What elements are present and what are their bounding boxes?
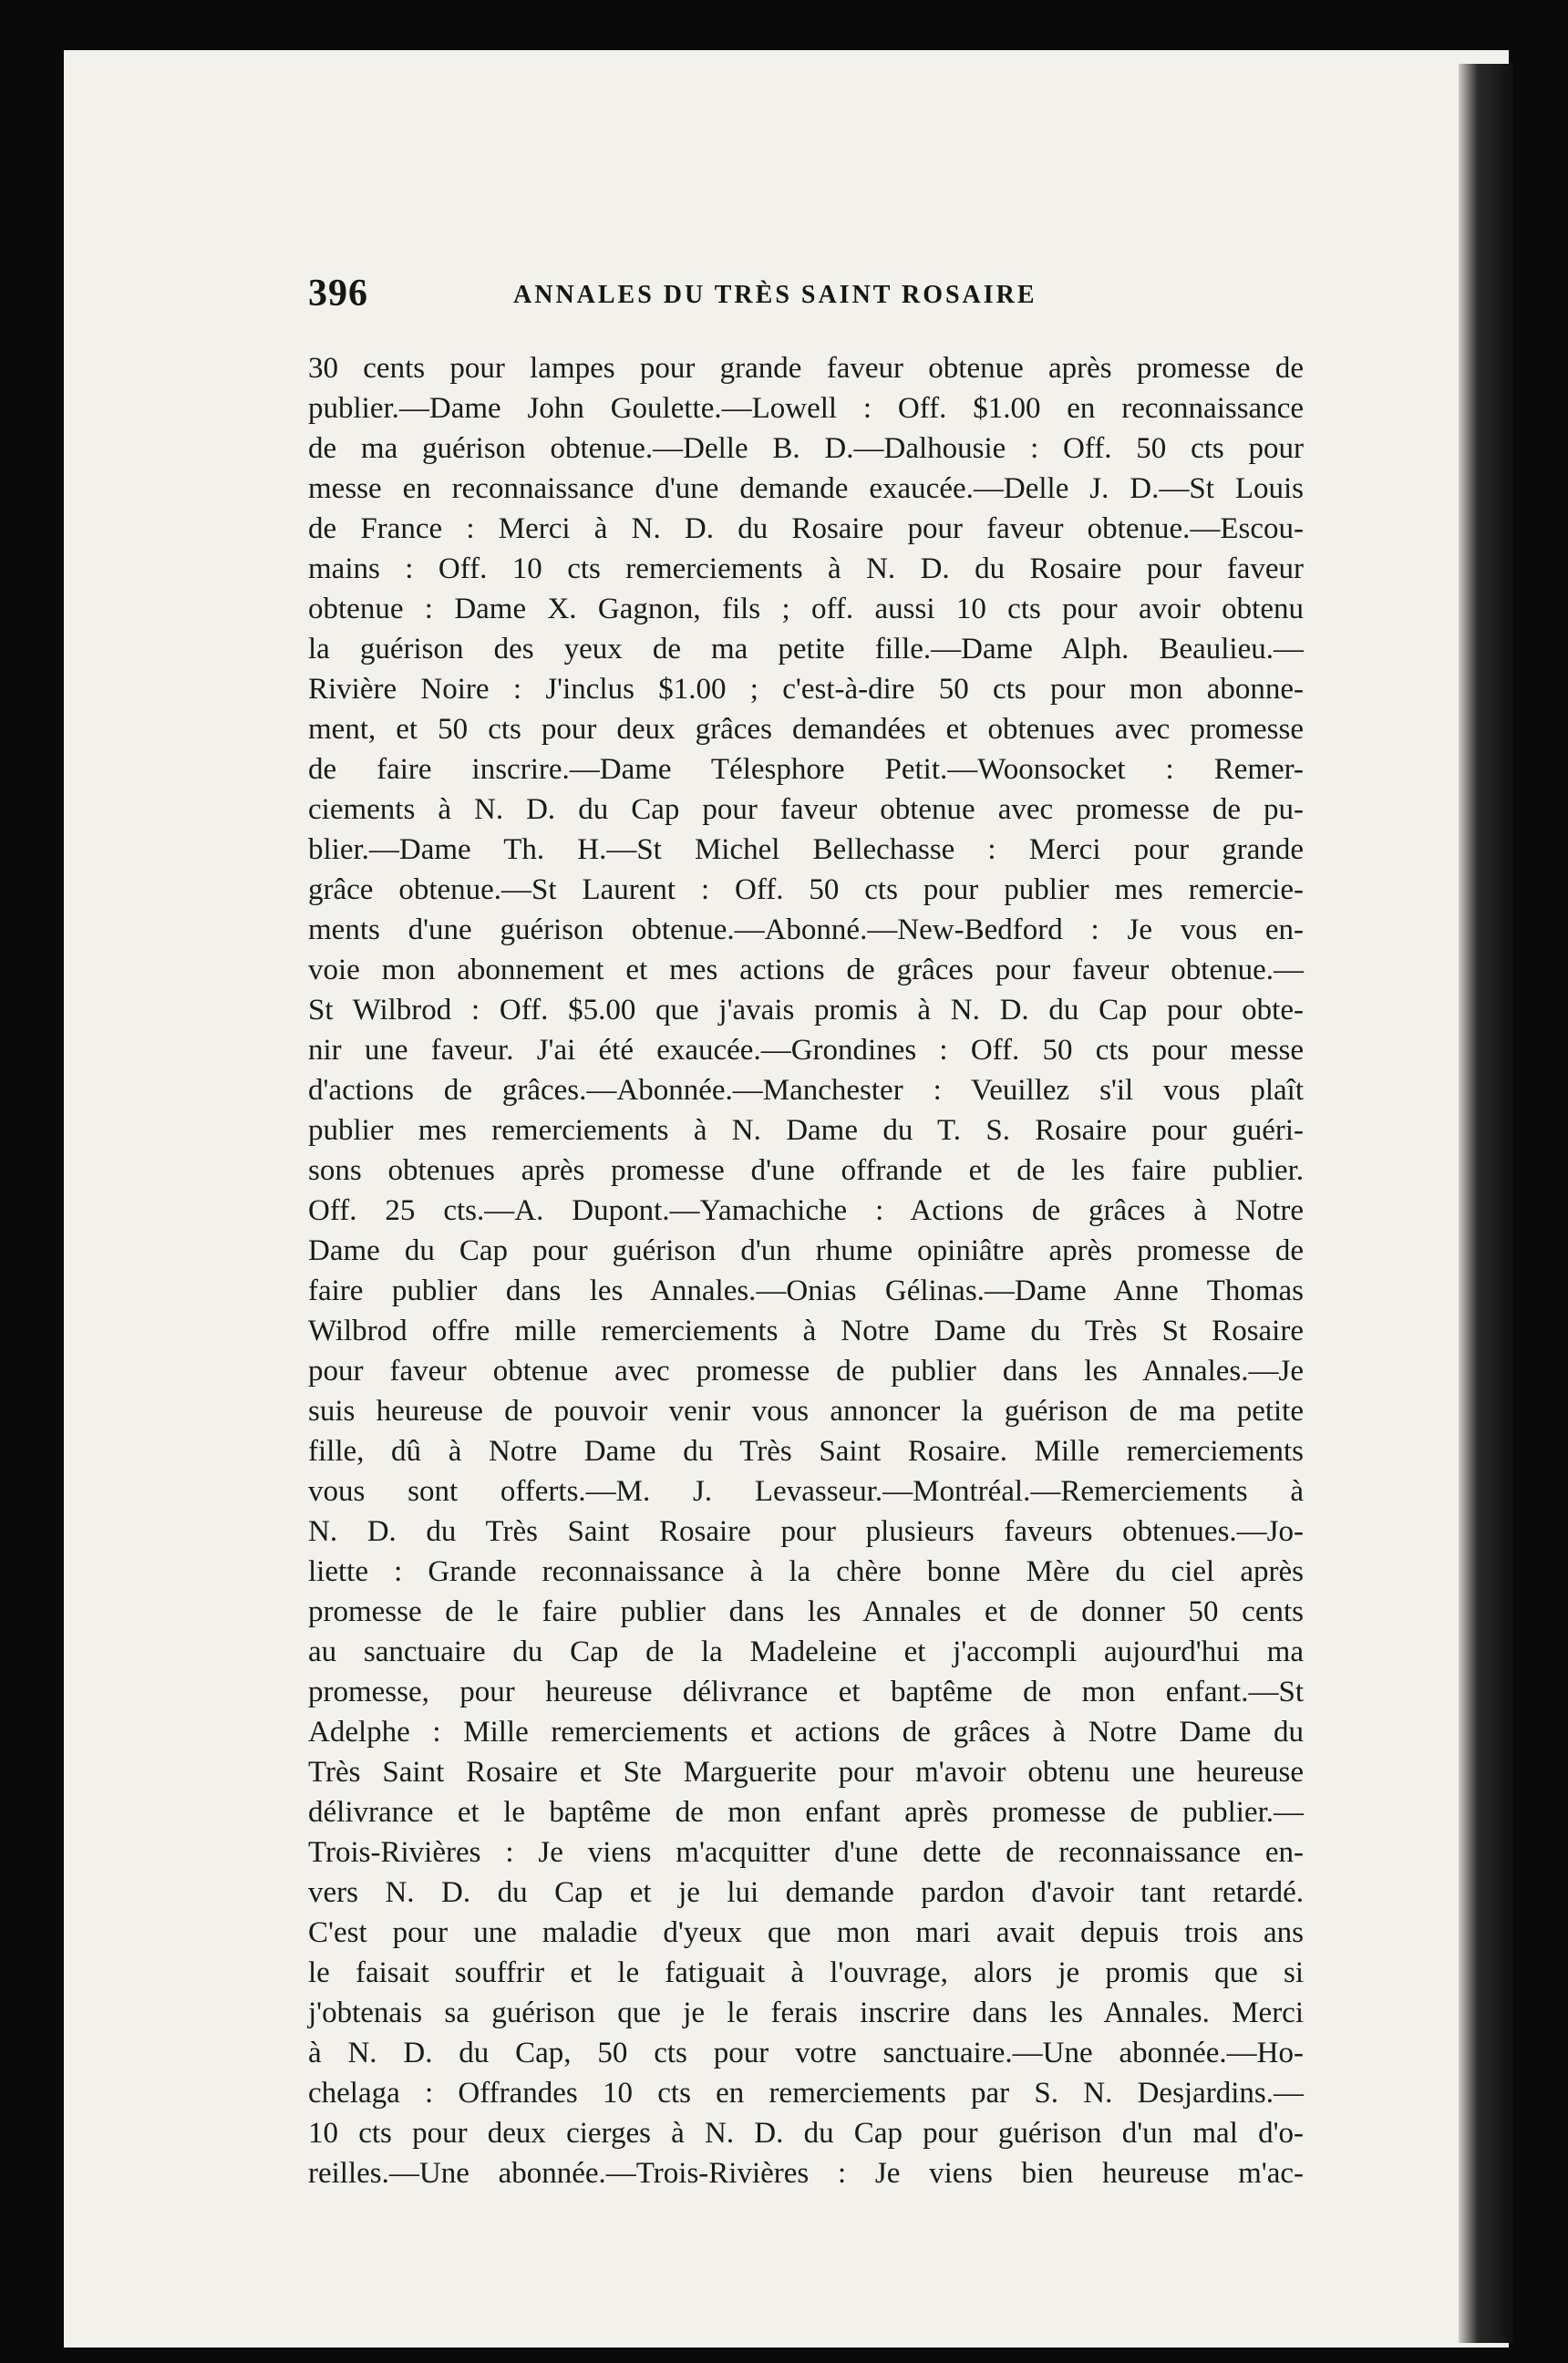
text-line: j'obtenais sa guérison que je le ferais inscrire dans les Annales. Merci xyxy=(308,1997,1304,2029)
text-line: au sanctuaire du Cap de la Madeleine et j'accompli aujourd'hui ma xyxy=(308,1636,1304,1668)
page-header xyxy=(308,272,1302,326)
text-line: N. D. du Très Saint Rosaire pour plusieurs faveurs obtenues.—Jo- xyxy=(308,1515,1304,1548)
text-line: 10 cts pour deux cierges à N. D. du Cap pour guérison d'un mal d'o- xyxy=(308,2117,1304,2150)
text-line: d'actions de grâces.—Abonnée.—Manchester : Veuillez s'il vous plaît xyxy=(308,1074,1304,1107)
text-line: promesse de le faire publier dans les Annales et de donner 50 cents xyxy=(308,1595,1304,1628)
text-line: sons obtenues après promesse d'une offrande et de les faire publier. xyxy=(308,1154,1304,1187)
page-number: 396 xyxy=(308,273,368,315)
text-line: Wilbrod offre mille remerciements à Notre Dame du Très St Rosaire xyxy=(308,1315,1304,1347)
text-line: chelaga : Offrandes 10 cts en remerciements par S. N. Desjardins.— xyxy=(308,2077,1304,2110)
text-line: liette : Grande reconnaissance à la chère bonne Mère du ciel après xyxy=(308,1555,1304,1588)
text-line: reilles.—Une abonnée.—Trois-Rivières : Je viens bien heureuse m'ac- xyxy=(308,2157,1304,2190)
text-line: faire publier dans les Annales.—Onias Gélinas.—Dame Anne Thomas xyxy=(308,1274,1304,1307)
text-line: publier mes remerciements à N. Dame du T. S. Rosaire pour guéri- xyxy=(308,1114,1304,1147)
text-line: promesse, pour heureuse délivrance et baptême de mon enfant.—St xyxy=(308,1676,1304,1708)
text-line: 30 cents pour lampes pour grande faveur obtenue après promesse de xyxy=(308,352,1304,385)
text-line: obtenue : Dame X. Gagnon, fils ; off. aussi 10 cts pour avoir obtenu xyxy=(308,593,1304,625)
text-line: nir une faveur. J'ai été exaucée.—Grondines : Off. 50 cts pour messe xyxy=(308,1034,1304,1067)
text-line: Rivière Noire : J'inclus $1.00 ; c'est-à-dire 50 cts pour mon abonne- xyxy=(308,673,1304,706)
text-line: C'est pour une maladie d'yeux que mon mari avait depuis trois ans xyxy=(308,1916,1304,1949)
text-line: grâce obtenue.—St Laurent : Off. 50 cts pour publier mes remercie- xyxy=(308,873,1304,906)
text-line: St Wilbrod : Off. $5.00 que j'avais promis à N. D. du Cap pour obte- xyxy=(308,994,1304,1027)
text-line: pour faveur obtenue avec promesse de publier dans les Annales.—Je xyxy=(308,1355,1304,1388)
text-line: délivrance et le baptême de mon enfant après promesse de publier.— xyxy=(308,1796,1304,1829)
facing-page-edge xyxy=(1459,64,1513,2343)
text-line: Trois-Rivières : Je viens m'acquitter d'une dette de reconnaissance en- xyxy=(308,1836,1304,1869)
text-line: messe en reconnaissance d'une demande exaucée.—Delle J. D.—St Louis xyxy=(308,472,1304,505)
text-line: fille, dû à Notre Dame du Très Saint Rosaire. Mille remerciements xyxy=(308,1435,1304,1468)
text-line: de faire inscrire.—Dame Télesphore Petit.—Woonsocket : Remer- xyxy=(308,753,1304,786)
text-line: ments d'une guérison obtenue.—Abonné.—New-Bedford : Je vous en- xyxy=(308,913,1304,946)
text-line: Adelphe : Mille remerciements et actions de grâces à Notre Dame du xyxy=(308,1716,1304,1749)
text-line: Off. 25 cts.—A. Dupont.—Yamachiche : Actions de grâces à Notre xyxy=(308,1194,1304,1227)
text-line: la guérison des yeux de ma petite fille.—Dame Alph. Beaulieu.— xyxy=(308,633,1304,666)
text-line: Très Saint Rosaire et Ste Marguerite pour m'avoir obtenu une heureuse xyxy=(308,1756,1304,1789)
text-line: ment, et 50 cts pour deux grâces demandées et obtenues avec promesse xyxy=(308,713,1304,746)
text-line: de France : Merci à N. D. du Rosaire pour faveur obtenue.—Escou- xyxy=(308,512,1304,545)
text-line: Dame du Cap pour guérison d'un rhume opiniâtre après promesse de xyxy=(308,1234,1304,1267)
text-line: blier.—Dame Th. H.—St Michel Bellechasse : Merci pour grande xyxy=(308,833,1304,866)
text-line: mains : Off. 10 cts remerciements à N. D. du Rosaire pour faveur xyxy=(308,552,1304,585)
text-line: vous sont offerts.—M. J. Levasseur.—Montréal.—Remerciements à xyxy=(308,1475,1304,1508)
text-line: publier.—Dame John Goulette.—Lowell : Off. $1.00 en reconnaissance xyxy=(308,392,1304,425)
text-line: vers N. D. du Cap et je lui demande pardon d'avoir tant retardé. xyxy=(308,1876,1304,1909)
running-title: ANNALES DU TRÈS SAINT ROSAIRE xyxy=(513,281,1037,309)
text-line: le faisait souffrir et le fatiguait à l'ouvrage, alors je promis que si xyxy=(308,1956,1304,1989)
body-text xyxy=(308,348,1304,2193)
text-line: voie mon abonnement et mes actions de grâces pour faveur obtenue.— xyxy=(308,954,1304,986)
text-line: de ma guérison obtenue.—Delle B. D.—Dalhousie : Off. 50 cts pour xyxy=(308,432,1304,465)
text-line: ciements à N. D. du Cap pour faveur obtenue avec promesse de pu- xyxy=(308,793,1304,826)
text-line: suis heureuse de pouvoir venir vous annoncer la guérison de ma petite xyxy=(308,1395,1304,1428)
text-line: à N. D. du Cap, 50 cts pour votre sanctuaire.—Une abonnée.—Ho- xyxy=(308,2037,1304,2069)
